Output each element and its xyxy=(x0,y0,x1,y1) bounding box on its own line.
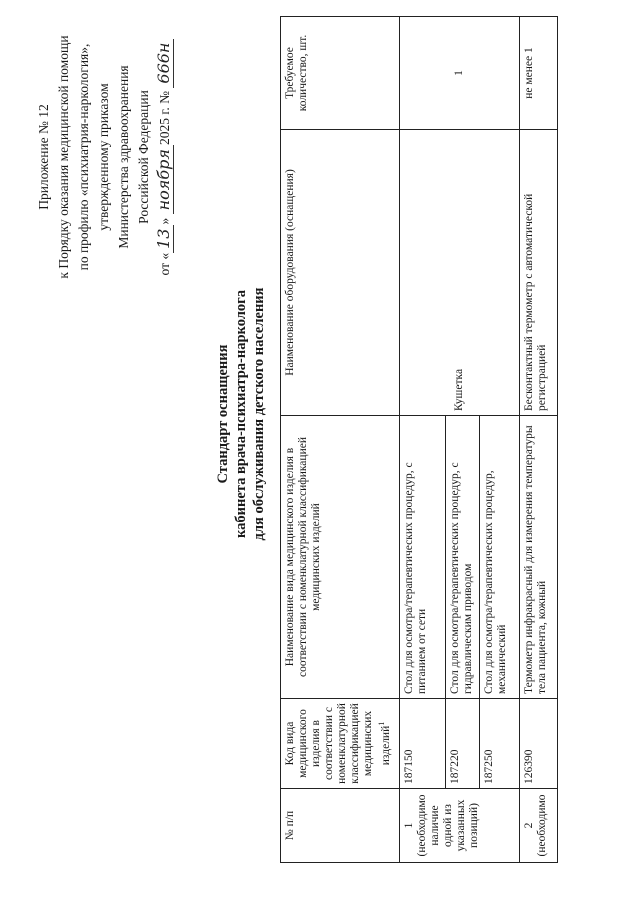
row-equipment: Бесконтактный термометр с автоматической регистрацией xyxy=(520,130,558,416)
appendix-block xyxy=(34,11,175,303)
table-header-row xyxy=(281,17,400,863)
header-code-text: Код вида медицинского изделия в соответствии с номенклатурной классификацией медицинских изделий xyxy=(284,703,392,784)
order-date-line xyxy=(154,11,175,303)
handwritten-day: 13 xyxy=(154,225,174,253)
header-num: № п/п xyxy=(281,789,400,863)
row-num-cell xyxy=(400,789,520,863)
appendix-line: Приложение № 12 xyxy=(36,104,51,210)
row-num-note: (необходимо наличие одной из указанных позиций) xyxy=(416,794,480,857)
row-num: 1 xyxy=(403,822,415,829)
row-num-note: (необходимо xyxy=(536,794,548,857)
row-name: Стол для осмотра/терапевтических процедур, механический xyxy=(480,416,520,699)
handwritten-number: 666н xyxy=(154,39,174,88)
row-name: Стол для осмотра/терапевтических процедур, с питанием от сети xyxy=(400,416,446,699)
row-name: Термометр инфракрасный для измерения температуры тела пациента, кожный xyxy=(520,416,558,699)
date-mid: » xyxy=(157,217,172,225)
title-line: для обслуживания детского населения xyxy=(251,287,267,541)
row-num: 2 xyxy=(523,822,535,829)
table-row xyxy=(400,17,446,863)
equipment-table xyxy=(280,16,558,863)
row-code: 187220 xyxy=(446,699,480,789)
title-line: кабинета врача-психиатра-нарколога xyxy=(233,290,249,538)
row-equipment: Кушетка xyxy=(400,130,520,416)
header-name: Наименование вида медицинского изделия в соответствии с номенклатурной классификацией медицинских изделий xyxy=(281,416,400,699)
header-qty: Требуемое количество, шт. xyxy=(281,17,400,130)
row-code: 187150 xyxy=(400,699,446,789)
header-equipment: Наименование оборудования (оснащения) xyxy=(281,130,400,416)
row-num-cell xyxy=(520,789,558,863)
row-qty: 1 xyxy=(400,17,520,130)
document-title xyxy=(214,129,268,699)
handwritten-month: ноября xyxy=(154,145,174,214)
date-year: 2025 г. № xyxy=(157,90,172,146)
appendix-line: по профилю «психиатрия-наркология», xyxy=(76,43,91,271)
title-line: Стандарт оснащения xyxy=(215,344,231,484)
row-qty: не менее 1 xyxy=(520,17,558,130)
header-code xyxy=(281,699,400,789)
appendix-line: к Порядку оказания медицинской помощи xyxy=(56,35,71,279)
table-row xyxy=(520,17,558,863)
appendix-line: Министерства здравоохранения xyxy=(116,65,131,249)
appendix-line: Российской Федерации xyxy=(136,90,151,224)
footnote-mark: 1 xyxy=(377,721,386,726)
row-code: 126390 xyxy=(520,699,558,789)
row-name: Стол для осмотра/терапевтических процедур, с гидравлическим приводом xyxy=(446,416,480,699)
appendix-line: утвержденному приказом xyxy=(96,83,111,231)
date-prefix: от « xyxy=(157,252,172,276)
row-code: 187250 xyxy=(480,699,520,789)
